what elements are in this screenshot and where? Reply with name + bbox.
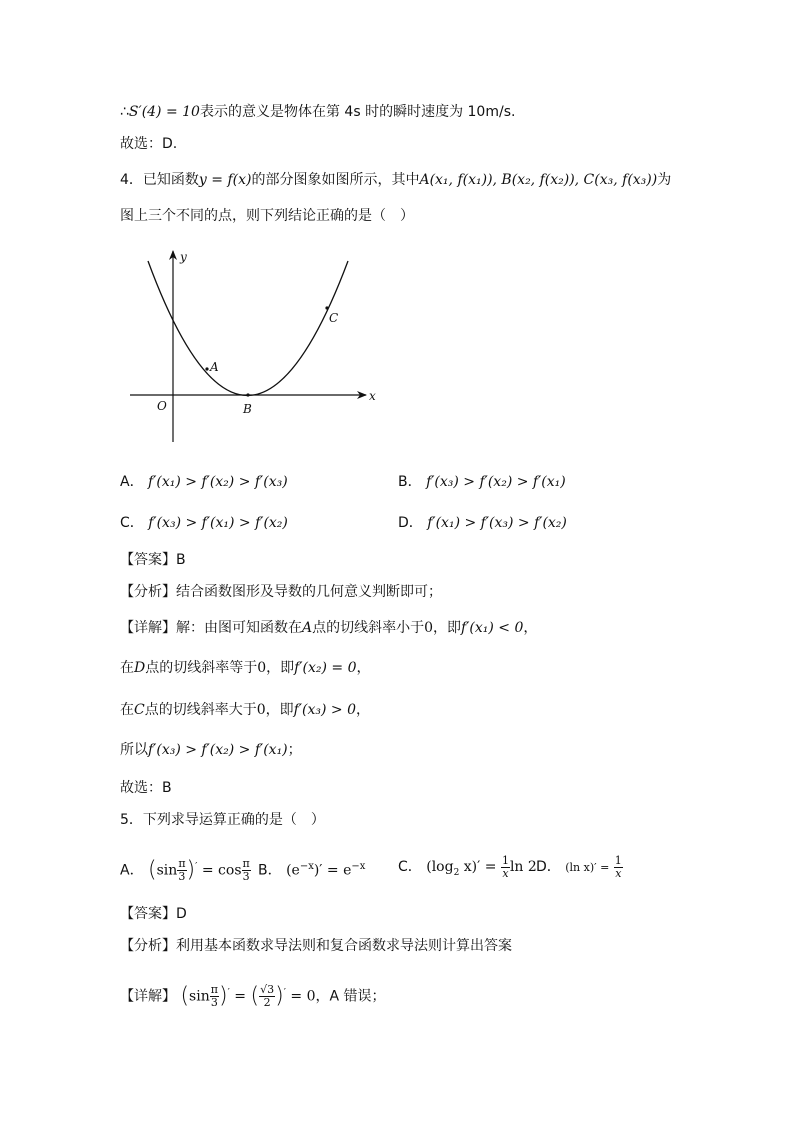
prev-choice: 故选：D. (120, 136, 178, 152)
q5-option-d[interactable]: D． (ln x)′ = $\frac{1}{x}$ (536, 853, 622, 880)
q4-answer: 【答案】B (120, 552, 186, 568)
q4-analysis: 【分析】结合函数图形及导数的几何意义判断即可； (120, 584, 442, 600)
q5-option-c[interactable]: C． ($\log_2$ x)′ = $\frac{1}{x}$ ln 2 (398, 853, 537, 880)
q5-c-frac: $\frac{1}{x}$ (501, 853, 509, 880)
prev-meaning-line: ∴S′(4) = 10表示的意义是物体在第 4s 时的瞬时速度为 10m/s. (120, 104, 516, 120)
point-c (325, 306, 328, 309)
q5-detail: 【详解】 (sin $\frac{\pi}{3}$ )′ = ( $\frac{√3}{2}$ )′ = 0，A 错误； (120, 983, 386, 1010)
q4-stem-line1: 4．已知函数y = f(x)的部分图象如图所示，其中A(x₁, f(x₁)), B(x₂, f(x₂)), C(x₃, f(x₃))为 (120, 172, 672, 188)
label-c: C (329, 311, 339, 325)
origin-label: O (157, 399, 167, 413)
q5-analysis: 【分析】利用基本函数求导法则和复合函数求导法则计算出答案 (120, 938, 512, 954)
point-b (246, 393, 249, 396)
q5-stem: 5．下列求导运算正确的是（ ） (120, 812, 325, 828)
q5-answer: 【答案】D (120, 906, 187, 922)
q5-detail-frac: $\frac{\pi}{3}$ (210, 983, 218, 1010)
q4-detail-line1: 【详解】解：由图可知函数在A点的切线斜率小于0，即f′(x₁) < 0， (120, 620, 538, 636)
q4-option-b[interactable]: B． f′(x₃) > f′(x₂) > f′(x₁) (398, 474, 566, 490)
q4-option-d[interactable]: D． f′(x₁) > f′(x₃) > f′(x₂) (398, 515, 567, 531)
q5-a-frac-right: $\frac{\pi}{3}$ (242, 857, 250, 884)
label-a: A (210, 360, 219, 374)
q4-func: y = f(x) (198, 172, 252, 188)
q4-detail-line2: 在D点的切线斜率等于0，即f′(x₂) = 0， (120, 660, 371, 676)
q4-points: A(x₁, f(x₁)), B(x₂, f(x₂)), C(x₃, f(x₃)) (419, 172, 658, 188)
q4-function-graph (120, 245, 390, 450)
q5-option-b[interactable]: B． $(e^{-x})' = e^{-x}$ (258, 861, 366, 879)
point-a (205, 367, 208, 370)
y-axis-label: y (180, 250, 187, 264)
q4-option-c[interactable]: C． f′(x₃) > f′(x₁) > f′(x₂) (120, 515, 288, 531)
q4-stem-line2: 图上三个不同的点，则下列结论正确的是（ ） (120, 208, 414, 224)
q5-detail-root-frac: $\frac{√3}{2}$ (260, 983, 275, 1010)
prev-meaning-math: S′(4) = 10 (128, 104, 200, 120)
q4-choice: 故选：B (120, 780, 172, 796)
parabola-curve (148, 261, 348, 396)
x-axis-label: x (369, 389, 376, 403)
q4-option-a[interactable]: A． f′(x₁) > f′(x₂) > f′(x₃) (120, 474, 288, 490)
q4-detail-line3: 在C点的切线斜率大于0，即f′(x₃) > 0， (120, 702, 370, 718)
label-b: B (243, 402, 252, 416)
q4-detail-line4: 所以f′(x₃) > f′(x₂) > f′(x₁)； (120, 742, 302, 758)
q5-d-frac: $\frac{1}{x}$ (614, 853, 622, 880)
q5-option-a[interactable]: A． (sin $\frac{\pi}{3}$ )′ = cos $\frac{\pi}{3}$ (120, 857, 250, 884)
q5-a-frac: $\frac{\pi}{3}$ (178, 857, 186, 884)
